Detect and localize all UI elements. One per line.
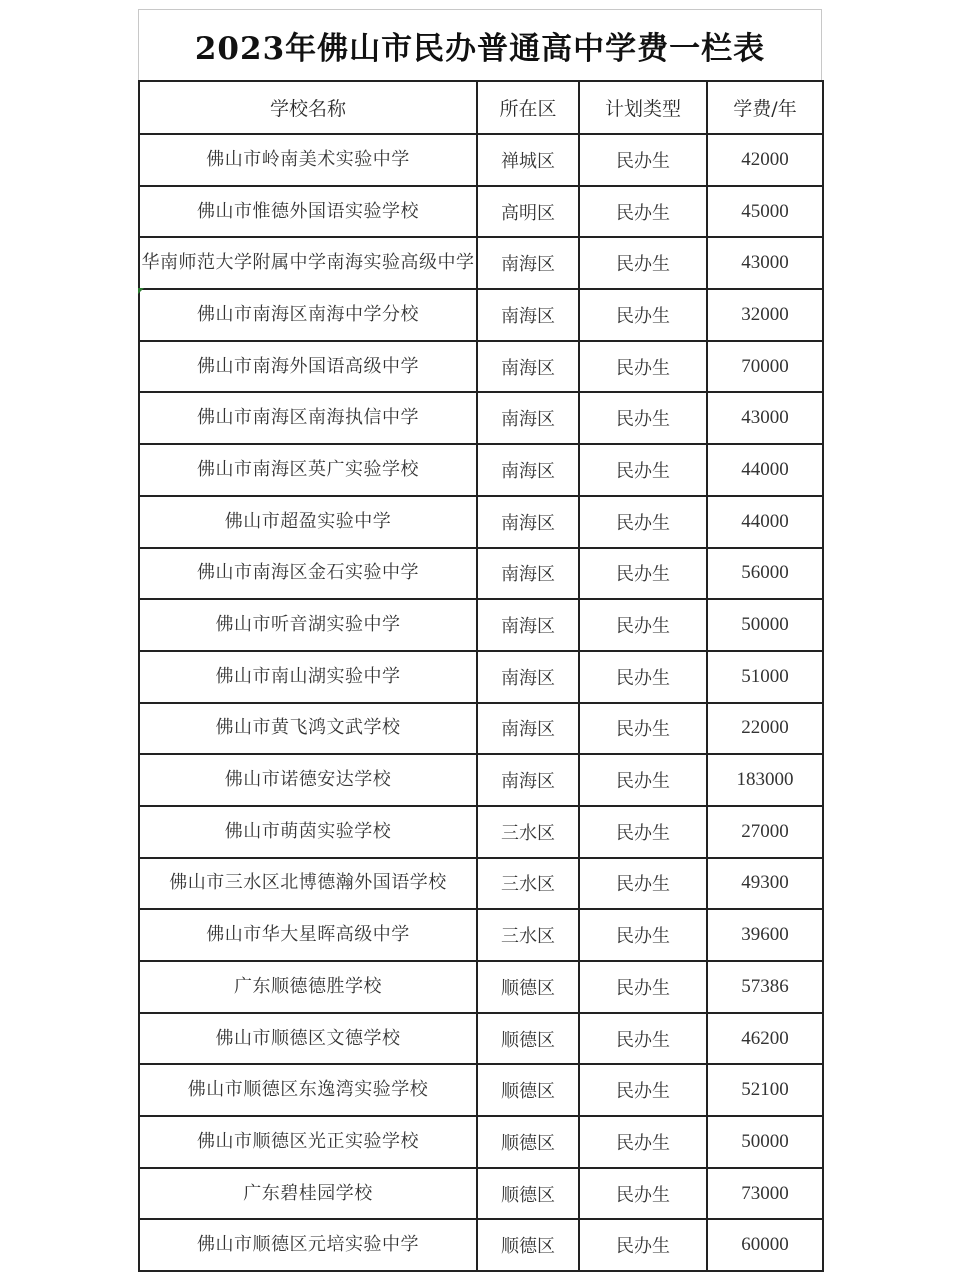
table-row [139, 599, 823, 651]
table-row [139, 754, 823, 806]
table-row [139, 134, 823, 186]
fee-cell: 50000 [707, 599, 823, 651]
fee-cell: 46200 [707, 1013, 823, 1065]
fee-cell: 49300 [707, 858, 823, 910]
fee-cell: 22000 [707, 703, 823, 755]
district-cell: 顺德区 [477, 1168, 579, 1220]
header-plan-type: 计划类型 [579, 81, 707, 134]
district-cell: 南海区 [477, 754, 579, 806]
table-row [139, 651, 823, 703]
table-row [139, 1116, 823, 1168]
school-name-cell: 广东碧桂园学校 [139, 1168, 477, 1220]
plan-type-cell: 民办生 [579, 186, 707, 238]
table-row [139, 392, 823, 444]
header-annual-fee: 学费/年 [707, 81, 823, 134]
table-row [139, 237, 823, 289]
plan-type-cell: 民办生 [579, 1064, 707, 1116]
district-cell: 三水区 [477, 909, 579, 961]
fee-cell: 27000 [707, 806, 823, 858]
school-name-cell: 华南师范大学附属中学南海实验高级中学 [139, 237, 477, 289]
school-name-cell: 佛山市南海区南海执信中学 [139, 392, 477, 444]
district-cell: 高明区 [477, 186, 579, 238]
district-cell: 顺德区 [477, 961, 579, 1013]
district-cell: 南海区 [477, 237, 579, 289]
district-cell: 南海区 [477, 548, 579, 600]
school-name-cell: 佛山市南海区英广实验学校 [139, 444, 477, 496]
fee-cell: 51000 [707, 651, 823, 703]
plan-type-cell: 民办生 [579, 134, 707, 186]
table-body [139, 134, 823, 1271]
plan-type-cell: 民办生 [579, 341, 707, 393]
school-name-cell: 佛山市顺德区光正实验学校 [139, 1116, 477, 1168]
school-name-cell: 佛山市听音湖实验中学 [139, 599, 477, 651]
fee-cell: 70000 [707, 341, 823, 393]
table-row [139, 1168, 823, 1220]
district-cell: 南海区 [477, 599, 579, 651]
school-name-cell: 佛山市萌茵实验学校 [139, 806, 477, 858]
plan-type-cell: 民办生 [579, 858, 707, 910]
school-name-cell: 佛山市超盈实验中学 [139, 496, 477, 548]
plan-type-cell: 民办生 [579, 548, 707, 600]
table-row [139, 1013, 823, 1065]
district-cell: 南海区 [477, 496, 579, 548]
fee-sheet [138, 9, 822, 1272]
plan-type-cell: 民办生 [579, 651, 707, 703]
plan-type-cell: 民办生 [579, 703, 707, 755]
table-row [139, 1064, 823, 1116]
fee-cell: 52100 [707, 1064, 823, 1116]
district-cell: 南海区 [477, 444, 579, 496]
school-name-cell: 佛山市南海区金石实验中学 [139, 548, 477, 600]
title-box [138, 9, 822, 80]
fee-cell: 39600 [707, 909, 823, 961]
school-name-cell: 广东顺德德胜学校 [139, 961, 477, 1013]
district-cell: 顺德区 [477, 1013, 579, 1065]
school-name-cell: 佛山市顺德区文德学校 [139, 1013, 477, 1065]
plan-type-cell: 民办生 [579, 1116, 707, 1168]
table-row [139, 703, 823, 755]
school-name-cell: 佛山市顺德区元培实验中学 [139, 1219, 477, 1271]
table-row [139, 289, 823, 341]
plan-type-cell: 民办生 [579, 599, 707, 651]
district-cell: 南海区 [477, 651, 579, 703]
fee-cell: 45000 [707, 186, 823, 238]
table-row [139, 1219, 823, 1271]
district-cell: 南海区 [477, 341, 579, 393]
school-name-cell: 佛山市三水区北博德瀚外国语学校 [139, 858, 477, 910]
district-cell: 三水区 [477, 806, 579, 858]
district-cell: 南海区 [477, 703, 579, 755]
table-row [139, 341, 823, 393]
plan-type-cell: 民办生 [579, 237, 707, 289]
fee-cell: 60000 [707, 1219, 823, 1271]
plan-type-cell: 民办生 [579, 392, 707, 444]
fee-cell: 32000 [707, 289, 823, 341]
school-name-cell: 佛山市南海区南海中学分校 [139, 289, 477, 341]
plan-type-cell: 民办生 [579, 496, 707, 548]
plan-type-cell: 民办生 [579, 444, 707, 496]
district-cell: 三水区 [477, 858, 579, 910]
page-title: 2023年佛山市民办普通高中学费一栏表 [194, 30, 766, 67]
school-name-cell: 佛山市黄飞鸿文武学校 [139, 703, 477, 755]
fee-cell: 57386 [707, 961, 823, 1013]
plan-type-cell: 民办生 [579, 909, 707, 961]
school-name-cell: 佛山市华大星晖高级中学 [139, 909, 477, 961]
table-row [139, 858, 823, 910]
table-row [139, 961, 823, 1013]
fee-cell: 43000 [707, 237, 823, 289]
fee-cell: 43000 [707, 392, 823, 444]
plan-type-cell: 民办生 [579, 806, 707, 858]
school-name-cell: 佛山市南山湖实验中学 [139, 651, 477, 703]
table-row [139, 806, 823, 858]
table-row [139, 444, 823, 496]
school-name-cell: 佛山市惟德外国语实验学校 [139, 186, 477, 238]
cell-comment-marker [138, 288, 144, 294]
district-cell: 禅城区 [477, 134, 579, 186]
fee-cell: 183000 [707, 754, 823, 806]
table-row [139, 496, 823, 548]
table-row [139, 186, 823, 238]
fee-cell: 42000 [707, 134, 823, 186]
fee-cell: 73000 [707, 1168, 823, 1220]
fee-cell: 44000 [707, 496, 823, 548]
plan-type-cell: 民办生 [579, 1219, 707, 1271]
table-row [139, 909, 823, 961]
district-cell: 顺德区 [477, 1064, 579, 1116]
plan-type-cell: 民办生 [579, 961, 707, 1013]
table-row [139, 548, 823, 600]
district-cell: 顺德区 [477, 1219, 579, 1271]
district-cell: 顺德区 [477, 1116, 579, 1168]
district-cell: 南海区 [477, 392, 579, 444]
school-name-cell: 佛山市南海外国语高级中学 [139, 341, 477, 393]
header-district: 所在区 [477, 81, 579, 134]
header-row [139, 81, 823, 134]
plan-type-cell: 民办生 [579, 1168, 707, 1220]
school-name-cell: 佛山市顺德区东逸湾实验学校 [139, 1064, 477, 1116]
school-name-cell: 佛山市岭南美术实验中学 [139, 134, 477, 186]
school-name-cell: 佛山市诺德安达学校 [139, 754, 477, 806]
fee-cell: 44000 [707, 444, 823, 496]
fee-cell: 56000 [707, 548, 823, 600]
plan-type-cell: 民办生 [579, 1013, 707, 1065]
plan-type-cell: 民办生 [579, 289, 707, 341]
district-cell: 南海区 [477, 289, 579, 341]
header-school-name: 学校名称 [139, 81, 477, 134]
plan-type-cell: 民办生 [579, 754, 707, 806]
fee-cell: 50000 [707, 1116, 823, 1168]
fee-table [138, 80, 824, 1272]
